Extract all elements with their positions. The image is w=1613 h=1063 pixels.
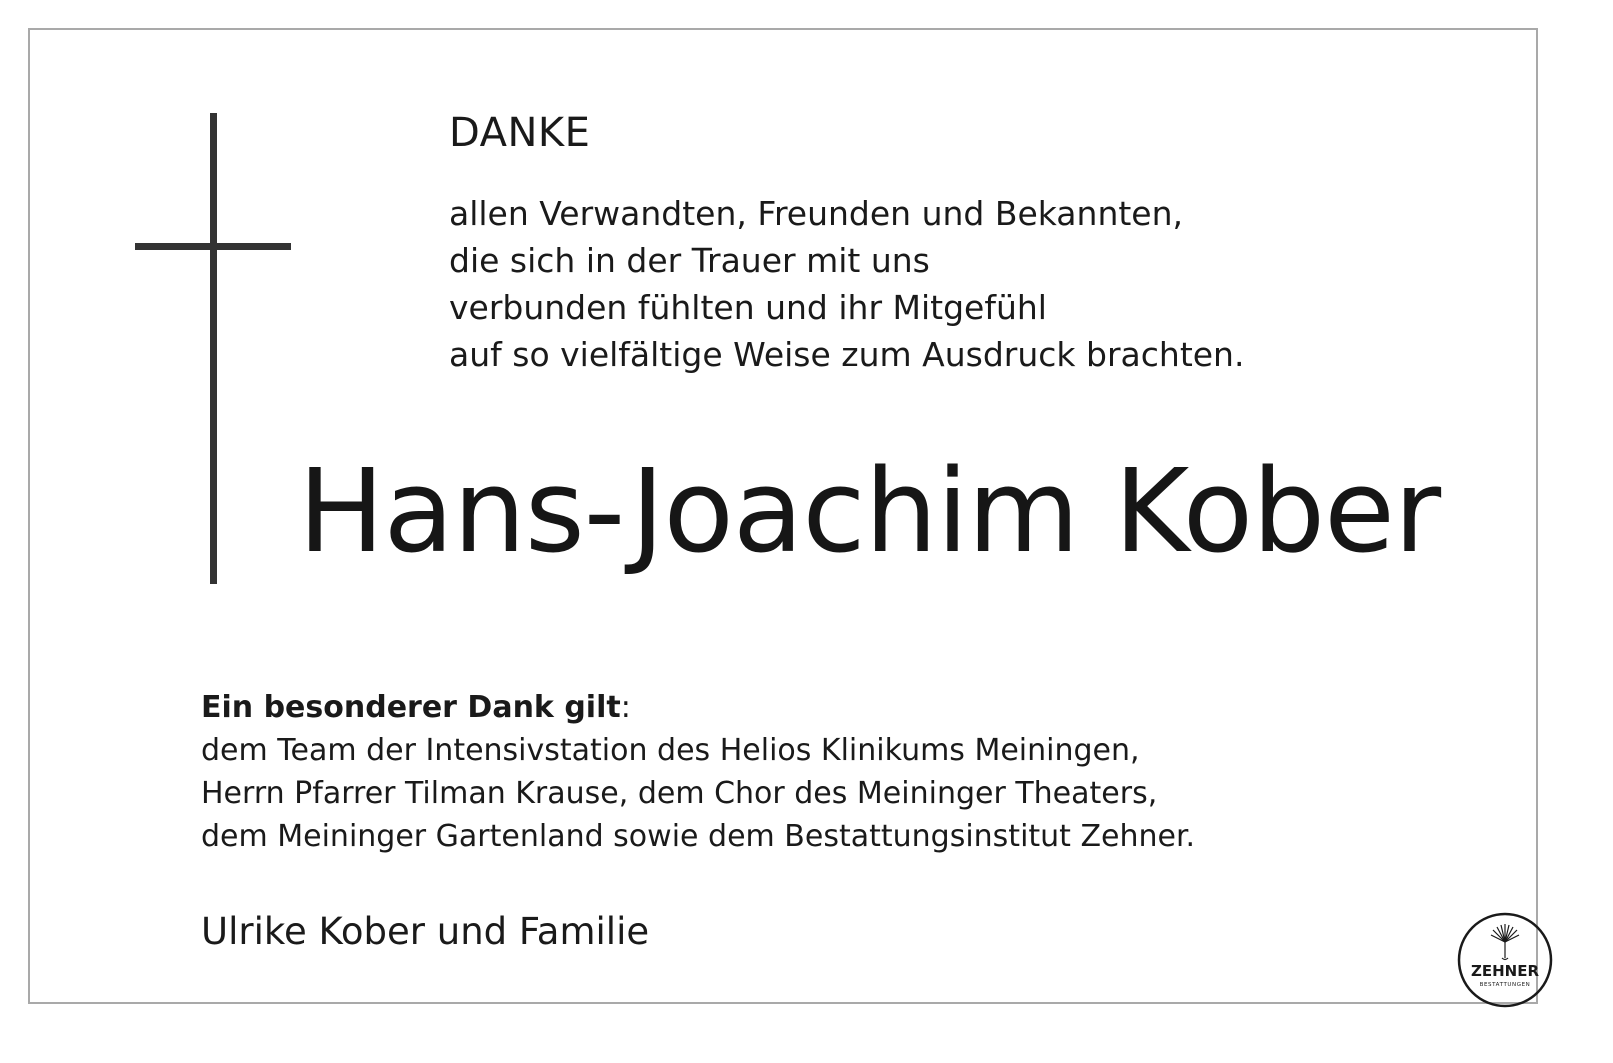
cross-icon-horizontal-bar bbox=[135, 243, 291, 250]
logo-subtitle: BESTATTUNGEN bbox=[1479, 982, 1531, 988]
thanks-text bbox=[449, 190, 1244, 378]
thanks-line: die sich in der Trauer mit uns bbox=[449, 241, 930, 280]
thanks-line: auf so vielfältige Weise zum Ausdruck brachten. bbox=[449, 335, 1245, 374]
special-thanks-heading-line bbox=[201, 686, 1195, 729]
special-thanks-line: dem Team der Intensivstation des Helios Klinikums Meiningen, bbox=[201, 733, 1140, 768]
signature: Ulrike Kober und Familie bbox=[201, 910, 650, 953]
special-thanks-line: Herrn Pfarrer Tilman Krause, dem Chor des Meininger Theaters, bbox=[201, 776, 1158, 811]
cross-icon-vertical-bar bbox=[210, 113, 217, 584]
special-thanks-colon: : bbox=[620, 690, 631, 725]
deceased-name: Hans-Joachim Kober bbox=[298, 445, 1441, 579]
thanks-line: verbunden fühlten und ihr Mitgefühl bbox=[449, 288, 1047, 327]
notice-heading: DANKE bbox=[449, 110, 591, 156]
thanks-line: allen Verwandten, Freunden und Bekannten, bbox=[449, 194, 1184, 233]
dandelion-icon bbox=[1491, 924, 1519, 960]
special-thanks-heading: Ein besonderer Dank gilt bbox=[201, 690, 621, 725]
special-thanks bbox=[201, 686, 1195, 858]
special-thanks-line: dem Meininger Gartenland sowie dem Bestattungsinstitut Zehner. bbox=[201, 819, 1196, 854]
zehner-logo bbox=[1457, 912, 1553, 1008]
logo-name: ZEHNER bbox=[1470, 962, 1540, 980]
